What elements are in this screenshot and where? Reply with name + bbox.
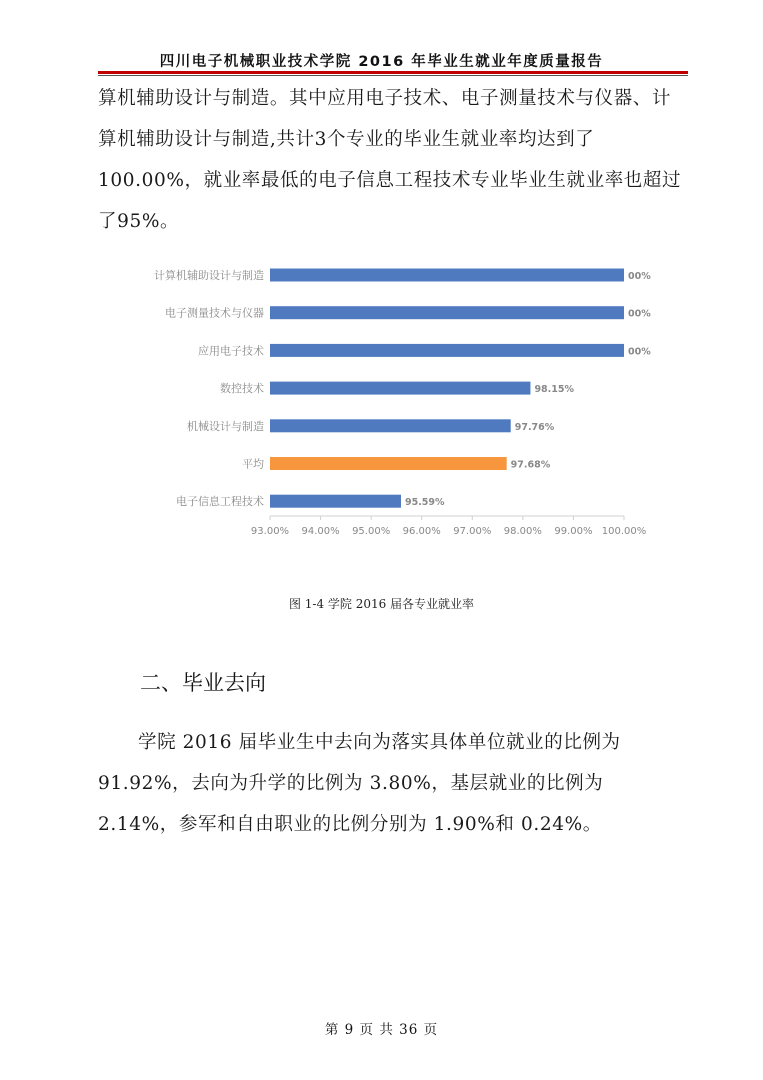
page-footer: 第 9 页 共 36 页 <box>324 1022 439 1038</box>
header-rule-red <box>98 71 688 74</box>
category-label: 电子测量技术与仪器 <box>165 306 264 320</box>
category-label: 应用电子技术 <box>198 344 264 358</box>
figure-caption: 图 1-4 学院 2016 届各专业就业率 <box>288 597 475 611</box>
category-label: 计算机辅助设计与制造 <box>154 269 264 282</box>
bar <box>270 344 624 357</box>
chart-plot-area <box>154 268 651 537</box>
category-label: 机械设计与制造 <box>187 419 264 433</box>
x-tick-label: 100.00% <box>601 526 647 537</box>
x-tick-label: 99.00% <box>554 526 593 537</box>
x-tick-label: 97.00% <box>453 526 492 537</box>
data-label: 98.15% <box>534 384 575 396</box>
header-rule-dark <box>98 75 688 76</box>
data-label: 95.59% <box>404 497 445 509</box>
bar <box>270 419 511 432</box>
bar <box>270 306 624 319</box>
paragraph-graduate-destinations: 学院 2016 届毕业生中去向为落实具体单位就业的比例为 91.92%，去向为升学的比例为 3.80%，基层就业的比例为 2.14%，参军和自由职业的比例分别为 1.90%和 0.24%。 <box>98 732 621 835</box>
section-title: 二、毕业去向 <box>140 671 266 695</box>
employment-rate-bar-chart <box>138 242 652 550</box>
bar <box>270 457 507 470</box>
paragraph-employment-rates: 算机辅助设计与制造。其中应用电子技术、电子测量技术与仪器、计算机辅助设计与制造,共计3个专业的毕业生就业率均达到了100.00%，就业率最低的电子信息工程技术专业毕业生就业率也超过了95%。 <box>98 88 682 232</box>
x-tick-label: 95.00% <box>352 526 391 537</box>
bar <box>270 495 401 508</box>
data-label: 00% <box>628 308 651 320</box>
data-label: 97.68% <box>510 459 551 471</box>
data-label: 00% <box>628 346 651 358</box>
category-label: 数控技术 <box>220 382 264 396</box>
bar <box>270 382 530 395</box>
x-tick-label: 96.00% <box>402 526 441 537</box>
data-label: 97.76% <box>514 421 555 433</box>
report-header: 四川电子机械职业技术学院 2016 年毕业生就业年度质量报告 <box>159 54 604 70</box>
x-tick-label: 98.00% <box>503 526 542 537</box>
bar <box>270 269 624 282</box>
x-tick-label: 93.00% <box>250 526 290 537</box>
category-label: 电子信息工程技术 <box>176 495 264 509</box>
category-label: 平均 <box>242 457 264 471</box>
x-tick-label: 94.00% <box>301 526 340 537</box>
data-label: 00% <box>628 271 651 282</box>
